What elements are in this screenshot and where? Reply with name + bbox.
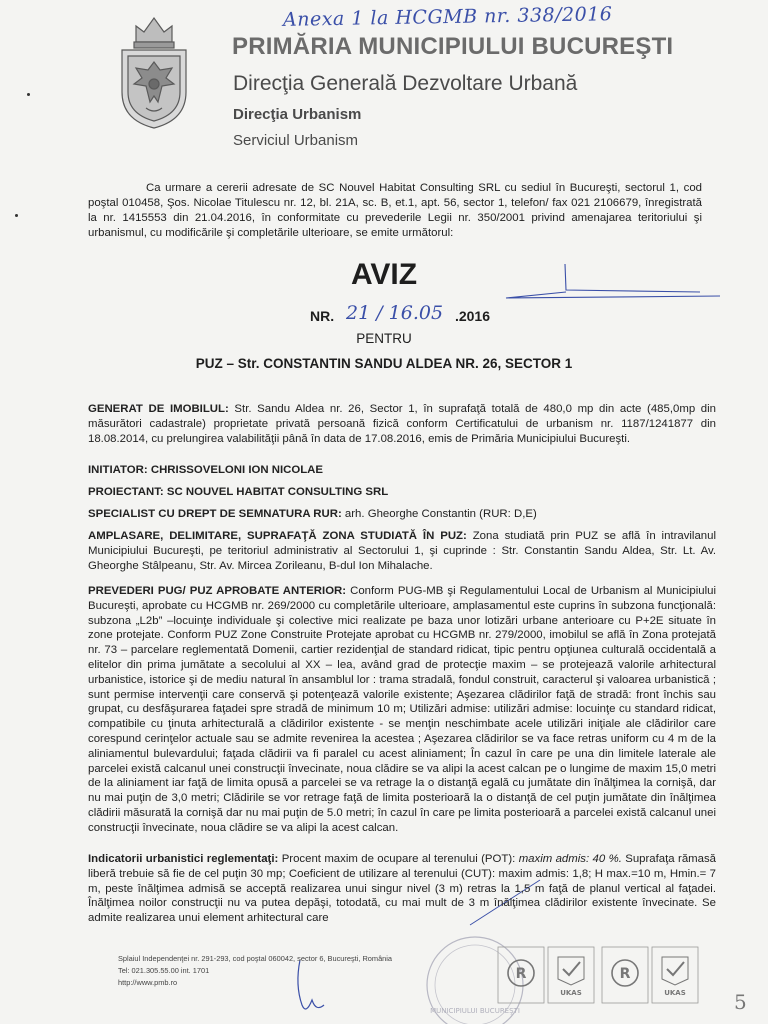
specialist-label: SPECIALIST CU DREPT DE SEMNATURA RUR:: [88, 508, 342, 520]
pentru-label: PENTRU: [356, 331, 412, 346]
number-label: NR.: [310, 308, 335, 324]
document-title: AVIZ: [350, 258, 418, 291]
section-amplasare: [88, 529, 716, 573]
certification-logos: [496, 945, 596, 1005]
indicatori-text-a: Procent maxim de ocupare al terenului (POT):: [278, 853, 519, 865]
service-title: Serviciul Urbanism: [233, 132, 359, 149]
page-number: 5: [734, 990, 747, 1014]
proiectant-text: PROIECTANT: SC NOUVEL HABITAT CONSULTING SRL: [88, 486, 389, 498]
number-year: .2016: [454, 308, 491, 324]
handwritten-number: 21 / 16.05: [346, 302, 444, 324]
section-proiectant: [88, 485, 716, 500]
specialist-text: arh. Gheorghe Constantin (RUR: D,E): [341, 508, 537, 520]
amplasare-label: AMPLASARE, DELIMITARE, SUPRAFAŢĂ ZONA STUDIATĂ ÎN PUZ:: [88, 530, 467, 542]
section-indicatori: [88, 852, 716, 926]
indicatori-text-b: Suprafaţa rămasă liberă trebuie să fie de cel puţin 30 mp; Coeficient de utilizare al terenului (CUT): maxim admis: 1,8; H max.=10 m, Hmin.= 7 m, peste înălţimea admisă se acceptă realizarea unui singur nivel (3 m) retras la 1,5 m faţă de planul vertical al faţadei. Înălţimea noilor construcţii nu va putea depăşi, totodată, cu mai mult de 3 m înălţimea clădirilor existente învecinate. Se admite realizarea unui element arhitectural care: [88, 853, 717, 925]
institution-title: PRIMĂRIA MUNICIPIULUI BUCUREŞTI: [232, 33, 674, 60]
footer-web: http://www.pmb.ro: [118, 978, 178, 987]
stamp-text: MUNICIPIULUI BUCUREŞTI: [430, 1007, 520, 1015]
indicatori-pot: maxim admis: 40 %.: [518, 853, 622, 865]
puz-subject: PUZ – Str. CONSTANTIN SANDU ALDEA NR. 26, SECTOR 1: [195, 356, 573, 371]
intro-paragraph: Ca urmare a cererii adresate de SC Nouvel Habitat Consulting SRL cu sediul în Bucureşti, sectorul 1, cod poştal 010458, Şos. Nicolae Titulescu nr. 12, bl. 21A, sc. B, et.1, apt. 56, sector 1, telefon/ fax 021 2106679, înregistrată la nr. 1415553 din 21.04.2016, în conformitate cu prevederile Legii nr. 350/2001 privind amenajarea teritoriului şi urbanismul, cu modificările şi completările ulterioare, se emite următorul:: [88, 182, 702, 239]
handwritten-annex-note: Anexa 1 la HCGMB nr. 338/2016: [282, 3, 613, 31]
indicatori-label: Indicatorii urbanistici reglementaţi:: [88, 853, 279, 865]
ukas-label: UKAS: [664, 989, 686, 997]
section-specialist: [88, 507, 716, 522]
section-initiator: [88, 463, 716, 478]
footer-address: Splaiul Independenţei nr. 291-293, cod poştal 060042, sector 6, Bucureşti, România: [118, 954, 393, 963]
section-generat: [88, 402, 716, 446]
ukas-label: UKAS: [560, 989, 582, 997]
amplasare-text: Zona studiată prin PUZ se află în intravilanul Municipiului Bucureşti, pe teritoriul administrativ al Sectorului 1, şi cuprinde : Str. Constantin Sandu Aldea, Str. Lt. Av. Gheorghe Stâlpeanu, Str. Av. Mircea Zorileanu, B-dul Ion Mihalache.: [88, 530, 717, 572]
prevederi-label: PREVEDERI PUG/ PUZ APROBATE ANTERIOR:: [88, 585, 347, 597]
footer-phone: Tel: 021.305.55.00 int. 1701: [118, 966, 210, 975]
certification-logos: [600, 945, 700, 1005]
generat-text: Str. Sandu Aldea nr. 26, Sector 1, în suprafaţă totală de 480,0 mp din acte (485,0mp din măsurători cadastrale) proprietate privată persoană fizică conform Certificatului de urbanism nr. 1187/1241877 din 18.08.2014, cu prelungirea valabilităţii până în data de 17.08.2016, emis de Primăria Municipiului Bucureşti.: [88, 403, 716, 445]
svg-text:R: R: [619, 966, 631, 982]
svg-text:R: R: [515, 966, 527, 982]
section-prevederi: [88, 584, 716, 836]
initiator-text: INITIATOR: CHRISSOVELONI ION NICOLAE: [88, 464, 323, 476]
direction-general-title: Direcţia Generală Dezvoltare Urbană: [233, 72, 578, 95]
prevederi-text: Conform PUG-MB şi Regulamentului Local de Urbanism al Municipiului Bucureşti, aprobate cu HCGMB nr. 269/2000 cu completările ulterioare, amplasamentul este cuprins în subzona funcţională: subzona „L2b” –locuinţe individuale şi colective mici realizate pe baza unor lotizări urbane anterioare cu P+2E situate în zone protejate. Conform PUZ Zone Construite Protejate aprobat cu HCGMB nr. 279/2000, imobilul se află în Zona protejată nr. 73 – parcelare reglementată Domenii, cartier rezidenţial de standard ridicat, tipic pentru opţiunea culturală occidentală a elitelor din prima jumătate a secolului al XX – lea, având grad de protecţie maxim – se protejează valorile arhitectural urbanistice, istorice şi de mediu natural în ansamblul lor : trama stradală, fondul construit, caracterul şi valoarea urbanistică ; sunt permise intervenţii care conservă şi potenţează valorile existente; Aşezarea clădirilor faţă de stradă: front închis sau grupat, cu desfăşurarea faţadei spre stradă de minimum 10 m; Utilizări admise: utilizări admise: locuinţe cu standard ridicat, compatibile cu ţinuta arhitecturală a clădirilor existente - se menţin neschimbate acele utilizări iniţiale ale clădirilor care corespund cerinţelor actuale sau se admite revenirea la acestea ; Aşezarea clădirilor se va face retras uniform cu 4 m de la aliniamentul bulevardului; faţada clădirii va fi paralel cu acest aliniament; În cazul în care pe una din limitele laterale ale parcelei există calcanul unei construcţii învecinate, noua clădire se va alipi la acest calcan pe o lungime de maxim 15,0 metri de la aliniament iar faţă de limita opusă a parcelei se va retrage la o distanţă egală cu jumătate din înălţimea la cornişă, dar nu mai puţin de 3,0 metri; Clădirile se vor retrage faţă de limita posterioară la o distanţă de cel puţin jumătate din înălţimea clădirii măsurată la cornişă dar nu mai puţin de 5.0 metri; în cazul în care pe limita posterioară a parcelei există calcanul unei construcţii învecinate, noua clădire se va alipi la acest calcan.: [88, 585, 716, 834]
generat-label: GENERAT DE IMOBILUL:: [88, 403, 229, 415]
footer-contact: [118, 953, 392, 989]
direction-title: Direcţia Urbanism: [233, 106, 362, 123]
